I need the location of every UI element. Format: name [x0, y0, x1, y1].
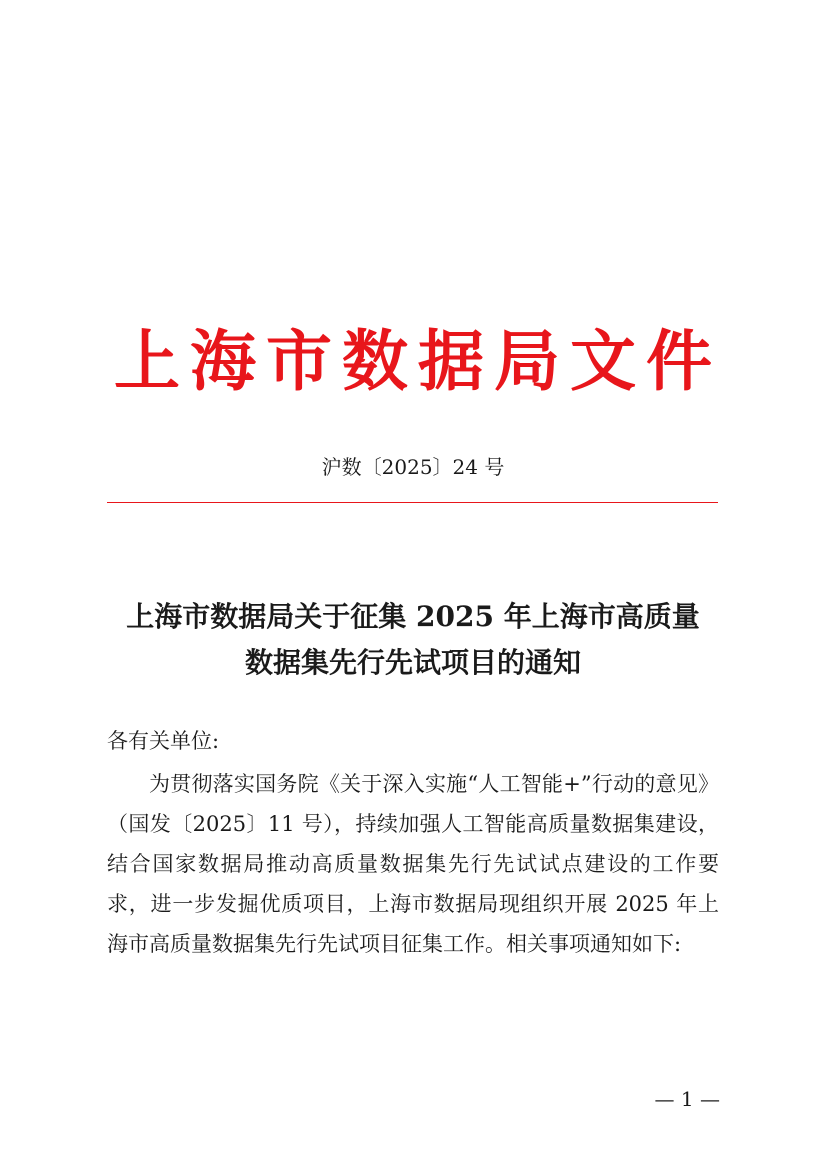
- document-title-line: 数据集先行先试项目的通知: [244, 646, 581, 679]
- body-line: （国发〔2025〕11 号），持续加强人工智能高质量数据集建设，: [107, 812, 719, 836]
- body-line: 为贯彻落实国务院《关于深入实施“人工智能+”行动的意见》: [149, 772, 719, 796]
- body-paragraph: [107, 764, 719, 964]
- salutation: 各有关单位:: [107, 729, 220, 753]
- body-line: 海市高质量数据集先行先试项目征集工作。相关事项通知如下:: [107, 932, 682, 956]
- issuer-title: 上海市数据局文件: [114, 323, 722, 400]
- document-title: [90, 594, 736, 686]
- document-title-line: 上海市数据局关于征集 2025 年上海市高质量: [126, 600, 700, 633]
- body-line: 结合国家数据局推动高质量数据集先行先试试点建设的工作要: [107, 852, 719, 876]
- document-number: 沪数〔2025〕24 号: [321, 455, 505, 479]
- body-line: 求，进一步发掘优质项目，上海市数据局现组织开展 2025 年上: [107, 892, 719, 916]
- page-number: — 1 —: [654, 1087, 720, 1111]
- red-divider-line: [107, 502, 718, 503]
